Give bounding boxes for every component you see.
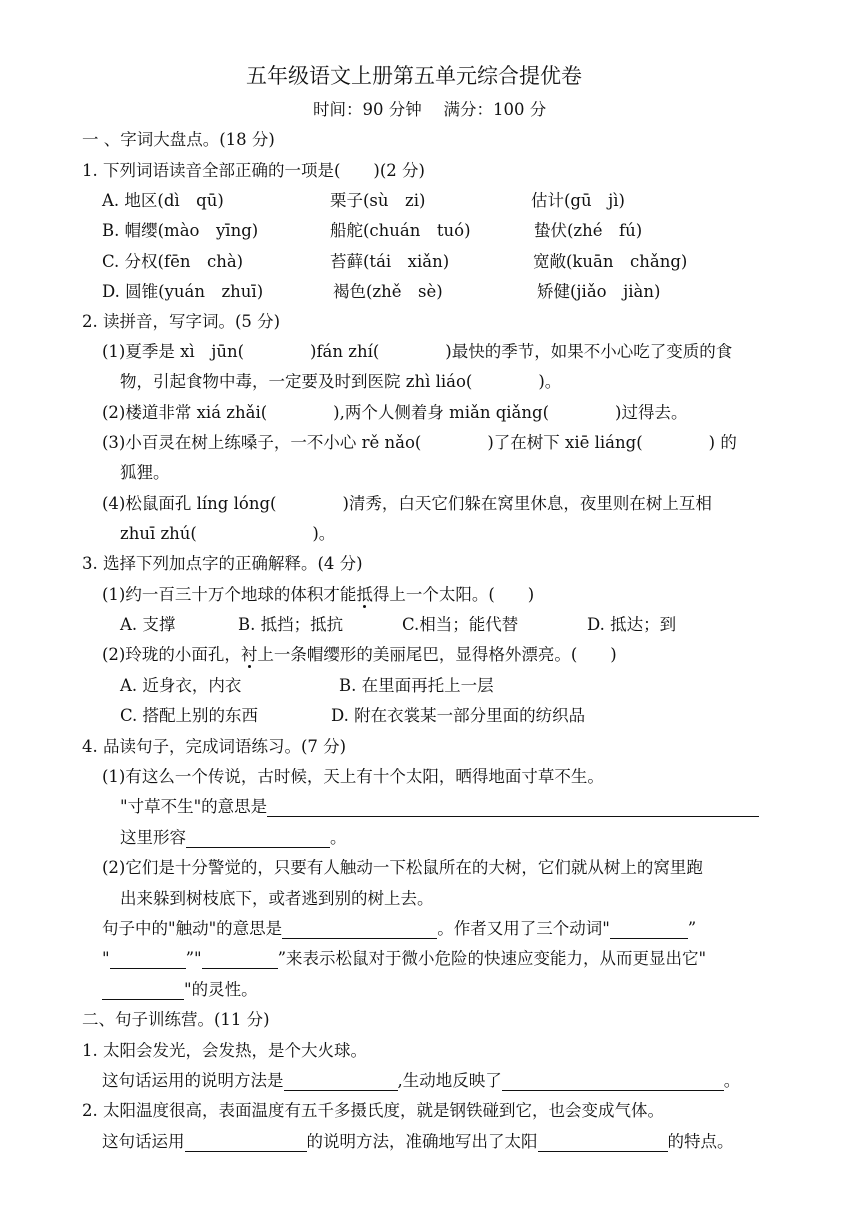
q3-stem: 3. 选择下列加点字的正确解释。(4 分) xyxy=(82,554,363,573)
dotted-character: 抵 xyxy=(356,585,373,604)
q2-line: 狐狸。 xyxy=(120,463,170,482)
q3-sentence-1 xyxy=(102,585,534,605)
q3-sentence-1-text: 得上一个太阳。( ) xyxy=(372,585,535,604)
q4-sentence-2: (2)它们是十分警觉的，只要有人触动一下松鼠所在的大树，它们就从树上的窝里跑 xyxy=(102,858,703,877)
q1-option-c3: 宽敞(kuān chǎng) xyxy=(533,252,688,271)
s2-q2-text: 这句话运用 xyxy=(102,1132,185,1151)
q2-stem: 2. 读拼音，写字词。(5 分) xyxy=(82,312,281,331)
s2-q1-text: 。 xyxy=(723,1071,741,1090)
s2-q1-text: ,生动地反映了 xyxy=(397,1071,502,1090)
answer-blank[interactable] xyxy=(267,798,759,817)
q1-option-a1: A. 地区(dì qū) xyxy=(102,191,224,210)
q4-question-text: 句子中的"触动"的意思是 xyxy=(102,919,283,938)
s2-q2-text: 的说明方法，准确地写出了太阳 xyxy=(306,1132,538,1151)
s2-q1-text: 这句话运用的说明方法是 xyxy=(102,1071,284,1090)
q4-question xyxy=(102,919,696,939)
q4-question-text: "的灵性。 xyxy=(184,980,258,999)
q4-question xyxy=(120,797,759,817)
q3-option-d: D. 附在衣裳某一部分里面的纺织品 xyxy=(331,706,586,725)
q1-stem: 1. 下列词语读音全部正确的一项是( )(2 分) xyxy=(82,161,425,180)
q4-sentence-2: 出来躲到树枝底下，或者逃到别的树上去。 xyxy=(120,889,434,908)
s2-q2-question xyxy=(102,1132,734,1152)
q4-question xyxy=(102,980,258,1000)
q1-option-a2: 栗子(sù zi) xyxy=(330,191,426,210)
q3-option-c: C. 搭配上别的东西 xyxy=(120,706,259,725)
q1-option-b2: 船舵(chuán tuó) xyxy=(330,221,471,240)
s2-q1-question xyxy=(102,1071,740,1091)
q1-option-d2: 褐色(zhě sè) xyxy=(333,282,443,301)
q4-question-text: 。作者又用了三个动词" xyxy=(437,919,610,938)
q4-question xyxy=(120,828,347,848)
q3-option-a: A. 支撑 xyxy=(120,615,176,634)
q3-option-c: C.相当；能代替 xyxy=(402,615,519,634)
q3-sentence-2-text: 上一条帽缨形的美丽尾巴，显得格外漂亮。( ) xyxy=(257,645,617,664)
q1-option-a3: 估计(gū jì) xyxy=(531,191,625,210)
answer-blank[interactable] xyxy=(284,1072,398,1091)
q4-question-text: 这里形容 xyxy=(120,828,186,847)
s2-q2-text: 的特点。 xyxy=(667,1132,734,1151)
q2-line: (4)松鼠面孔 líng lóng( )清秀，白天它们躲在窝里休息，夜里则在树上互相 xyxy=(102,494,712,513)
answer-blank[interactable] xyxy=(282,920,437,939)
q4-question-text: ”来表示松鼠对于微小危险的快速应变能力，从而更显出它" xyxy=(277,949,707,968)
q4-question-text: "寸草不生"的意思是 xyxy=(120,797,268,816)
q3-sentence-1-text: (1)约一百三十万个地球的体积才能 xyxy=(102,585,357,604)
q3-option-b: B. 在里面再托上一层 xyxy=(339,676,494,695)
answer-blank[interactable] xyxy=(186,829,330,848)
q4-question-text: ” xyxy=(687,919,697,938)
section1-heading: 一 、字词大盘点。(18 分) xyxy=(82,130,275,149)
answer-blank[interactable] xyxy=(185,1133,307,1152)
q3-option-b: B. 抵挡；抵抗 xyxy=(238,615,344,634)
q4-stem: 4. 品读句子，完成词语练习。(7 分) xyxy=(82,737,347,756)
q1-option-b1: B. 帽缨(mào yīng) xyxy=(102,221,259,240)
answer-blank[interactable] xyxy=(610,920,688,939)
q2-line: (3)小百灵在树上练嗓子，一不小心 rě nǎo( )了在树下 xiē liáng( ) 的 xyxy=(102,433,737,452)
page-subtitle: 时间：90 分钟 满分：100 分 xyxy=(313,100,547,119)
answer-blank[interactable] xyxy=(202,950,278,969)
q1-option-c2: 苔藓(tái xiǎn) xyxy=(330,252,450,271)
q4-question-text: " xyxy=(102,949,110,968)
q1-option-c1: C. 分权(fēn chà) xyxy=(102,252,244,271)
q2-line: (1)夏季是 xì jūn( )fán zhí( )最快的季节，如果不小心吃了变质的食 xyxy=(102,342,733,361)
q3-sentence-2 xyxy=(102,645,617,665)
q1-option-d3: 矫健(jiǎo jiàn) xyxy=(537,282,661,301)
q4-question-text: ”" xyxy=(185,949,202,968)
page-title: 五年级语文上册第五单元综合提优卷 xyxy=(246,64,582,88)
answer-blank[interactable] xyxy=(538,1133,668,1152)
q4-question-text: 。 xyxy=(330,828,347,847)
s2-q1-stem: 1. 太阳会发光，会发热，是个大火球。 xyxy=(82,1041,367,1060)
q1-option-d1: D. 圆锥(yuán zhuī) xyxy=(102,282,264,301)
q4-question xyxy=(102,949,706,969)
q3-sentence-2-text: (2)玲珑的小面孔， xyxy=(102,645,241,664)
q2-line: zhuī zhú( )。 xyxy=(120,524,336,543)
answer-blank[interactable] xyxy=(502,1072,724,1091)
q4-sentence-1: (1)有这么一个传说，古时候，天上有十个太阳，晒得地面寸草不生。 xyxy=(102,767,604,786)
q1-option-b3: 蛰伏(zhé fú) xyxy=(534,221,643,240)
section2-heading: 二、句子训练营。(11 分) xyxy=(82,1010,270,1029)
answer-blank[interactable] xyxy=(110,950,186,969)
q2-line: (2)楼道非常 xiá zhǎi( ),两个人侧着身 miǎn qiǎng( )过得去。 xyxy=(102,403,688,422)
s2-q2-stem: 2. 太阳温度很高，表面温度有五千多摄氏度，就是钢铁碰到它，也会变成气体。 xyxy=(82,1101,664,1120)
answer-blank[interactable] xyxy=(102,981,184,1000)
q3-option-d: D. 抵达；到 xyxy=(587,615,677,634)
dotted-character: 衬 xyxy=(240,645,258,664)
q2-line: 物，引起食物中毒，一定要及时到医院 zhì liáo( )。 xyxy=(120,372,562,391)
q3-option-a: A. 近身衣，内衣 xyxy=(120,676,242,695)
